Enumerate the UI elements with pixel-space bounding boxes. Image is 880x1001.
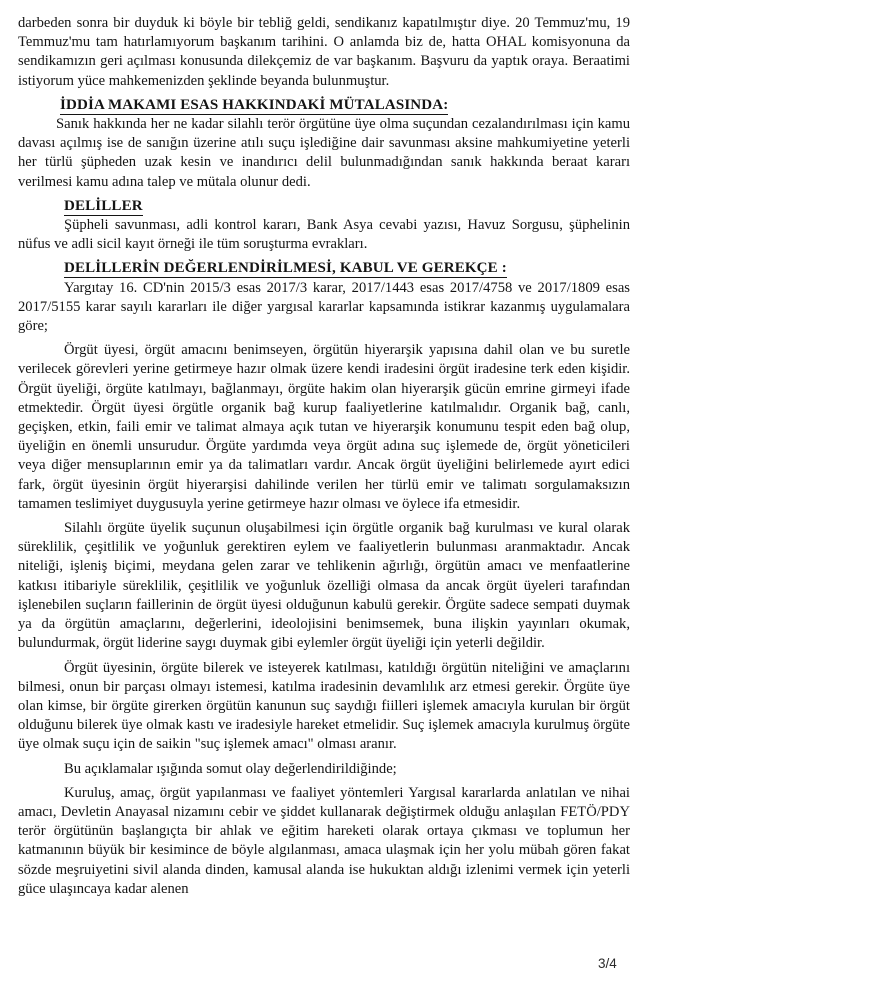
paragraph-court-precedents: Yargıtay 16. CD'nin 2015/3 esas 2017/3 karar, 2017/1443 esas 2017/4758 ve 2017/1809 esas 2017/5155 karar sayılı kararları ile diğer yargısal kararlar kapsamında istikrar kazanmış uygulamalara göre; [18, 279, 630, 335]
paragraph-organization-assessment: Kuruluş, amaç, örgüt yapılanması ve faaliyet yöntemleri Yargısal kararlarda anlatılan ve nihai amacı, Devletin Anayasal nizamını cebir ve şiddet kullanarak değiştirmek olduğu anlaşılan FETÖ/PDY terör örgütünün başlangıçta bir ahlak ve eğitim hareketi olarak ortaya çıkması ve toplumun her katmanının büyük bir kesimince de böyle algılanması, amaca ulaşmak için her yolu mübah gören fakat sözde meşruiyetini sivil alanda dinden, kamusal alanda ise hukuktan aldığı izlenimi vermek için yeterli güce ulaşıncaya kadar alenen [18, 784, 630, 897]
paragraph-evaluation-intro: Bu açıklamalar ışığında somut olay değerlendirildiğinde; [64, 760, 397, 777]
paragraph-prosecution-opinion: Sanık hakkında her ne kadar silahlı terör örgütüne üye olma suçundan cezalandırılması için kamu davası açılmış ise de sanığın üzerine atılı suçu işlediğine dair savunması aksine mahkumiyetine yeterli her türlü şüpheden uzak kesin ve inandırıcı delil bulunmadığından sanık hakkında beraat kararı verilmesi kamu adına talep ve mütala olunur dedi. [18, 116, 630, 190]
paragraph-defense-statement: darbeden sonra bir duyduk ki böyle bir tebliğ geldi, sendikanız kapatılmıştır diye. 20 Temmuz'mu, 19 Temmuz'mu tam hatırlamıyorum başkanım tarihini. O anlamda biz de, hatta OHAL komisyonuna da sendikamızın geri açılması konusunda dilekçemiz de var başkanım. Başvuru da yaptık oraya. Beraatimi istiyorum yüce mahkemenizden şeklinde beyanda bulunmuştur. [18, 15, 630, 89]
heading-prosecution-opinion-text: İDDİA MAKAMI ESAS HAKKINDAKİ MÜTALASINDA: [60, 96, 449, 113]
document-page [18, 14, 630, 899]
paragraph-membership-intent: Örgüt üyesinin, örgüte bilerek ve isteyerek katılması, katıldığı örgütün niteliğini ve amaçlarını bilmesi, onun bir parçası olmayı istemesi, katılma iradesinin devamlılık arz etmesi gerekir. Örgüte üye olan kimse, bir örgüte girerken örgütün kanunun suç saydığı fiilleri işlemek amacıyla kurulan bir örgüt olduğunu bilerek üye olmak kastı ve iradesiyle hareket etmelidir. Suç işlemek amacıyla kurulmuş örgüte üye olmak suçu için de saikin "suç işlemek amacı" olması aranır. [18, 659, 630, 753]
heading-evaluation-text: DELİLLERİN DEĞERLENDİRİLMESİ, KABUL VE GEREKÇE : [64, 260, 507, 277]
heading-evidence [18, 197, 630, 216]
paragraph-evidence-list: Şüpheli savunması, adli kontrol kararı, Bank Asya cevabi yazısı, Havuz Sorgusu, şüphelinin nüfus ve adli sicil kayıt örneği ile tüm soruşturma evrakları. [18, 217, 630, 253]
heading-evidence-text: DELİLLER [64, 197, 143, 214]
page-number: 3/4 [598, 956, 617, 971]
paragraph-membership-conditions: Silahlı örgüte üyelik suçunun oluşabilmesi için örgütle organik bağ kurulması ve kural olarak süreklilik, çeşitlilik ve yoğunluk gerektiren eylem ve faaliyetlerin bulunması aranmaktadır. Ancak niteliği, işleniş biçimi, meydana gelen zarar ve tehlikenin ağırlığı, örgütün amacı ve menfaatlerine katkısı itibariyle süreklilik, çeşitlilik ve yoğunluk özelliği olmasa da ancak örgüt üyeleri tarafından işlenebilen suçların faillerinin de örgüt üyesi olduğunun kabulü gerekir. Örgüte sadece sempati duymak ya da örgütün amaçlarını, değerlerini, ideolojisini benimsemek, buna ilişkin yayınları okumak, bulundurmak, örgüt liderine saygı duymak gibi eylemler örgüt üyeliği için yeterli değildir. [18, 520, 630, 652]
heading-evaluation [18, 259, 630, 278]
heading-prosecution-opinion [18, 96, 630, 115]
paragraph-organization-member-definition: Örgüt üyesi, örgüt amacını benimseyen, örgütün hiyerarşik yapısına dahil olan ve bu suretle verilecek görevleri yerine getirmeye hazır olmak üzere kendi iradesini örgüt iradesine terk eden kişidir. Örgüt üyeliği, örgüte katılmayı, bağlanmayı, örgüte hakim olan hiyerarşik gücün emrine girmeyi ifade etmektedir. Örgüt üyesi örgütle organik bağ kurup faaliyetlerine katılmalıdır. Organik bağ, canlı, geçişken, etkin, faili emir ve talimat almaya açık tutan ve hiyerarşik konumunu tespit eden bağ olup, üyeliğin en önemli unsurudur. Örgüte yardımda veya örgüt adına suç işlemede de, örgüt yöneticileri veya diğer mensuplarının emir ya da talimatları vardır. Ancak örgüt üyeliğini belirlemede ayırt edici fark, örgüt üyesinin örgüt hiyerarşisi dahilinde verilen her türlü emir ve talimatı sorgulamaksızın tamamen teslimiyet duygusuyla yerine getirmeye hazır olması ve öylece ifa etmesidir. [18, 342, 630, 512]
